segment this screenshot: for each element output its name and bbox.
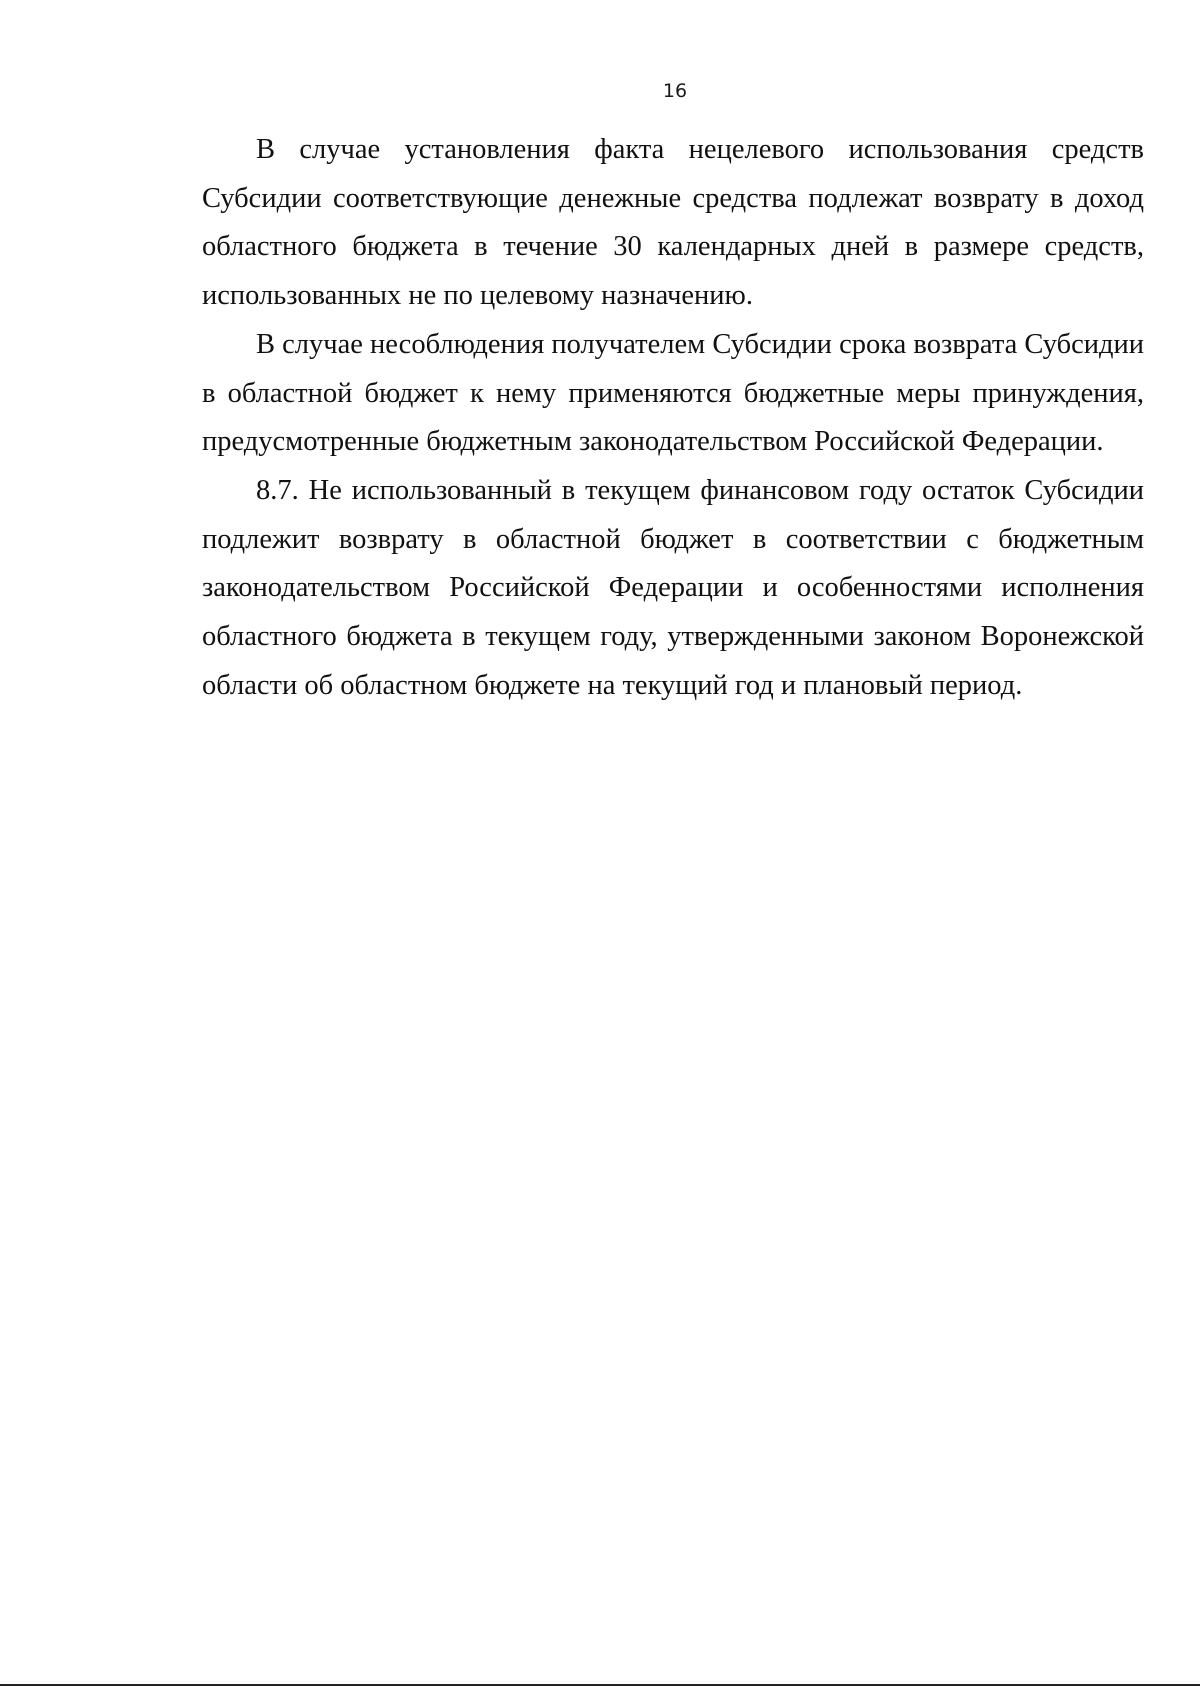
paragraph-8-7-unused-balance: 8.7. Не использованный в текущем финансовом году остаток Субсидии подлежит возврату в областной бюджет в соответствии с бюджетным законодательством Российской Федерации и особенностями исполнения областного бюджета в текущем году, утвержденными законом Воронежской области об областном бюджете на текущий год и плановый период.: [202, 474, 1144, 701]
paragraph-enforcement-measures: В случае несоблюдения получателем Субсидии срока возврата Субсидии в областной бюджет к нему применяются бюджетные меры принуждения, предусмотренные бюджетным законодательством Российской Федерации.: [202, 328, 1144, 458]
paragraph-misuse-return: В случае установления факта нецелевого использования средств Субсидии соответствующие денежные средства подлежат возврату в доход областного бюджета в течение 30 календарных дней в размере средств, использованных не по целевому назначению.: [202, 134, 1144, 312]
page-number: 16: [662, 80, 688, 102]
bottom-scan-edge-line: [0, 1684, 1200, 1686]
document-body: [202, 126, 1144, 710]
